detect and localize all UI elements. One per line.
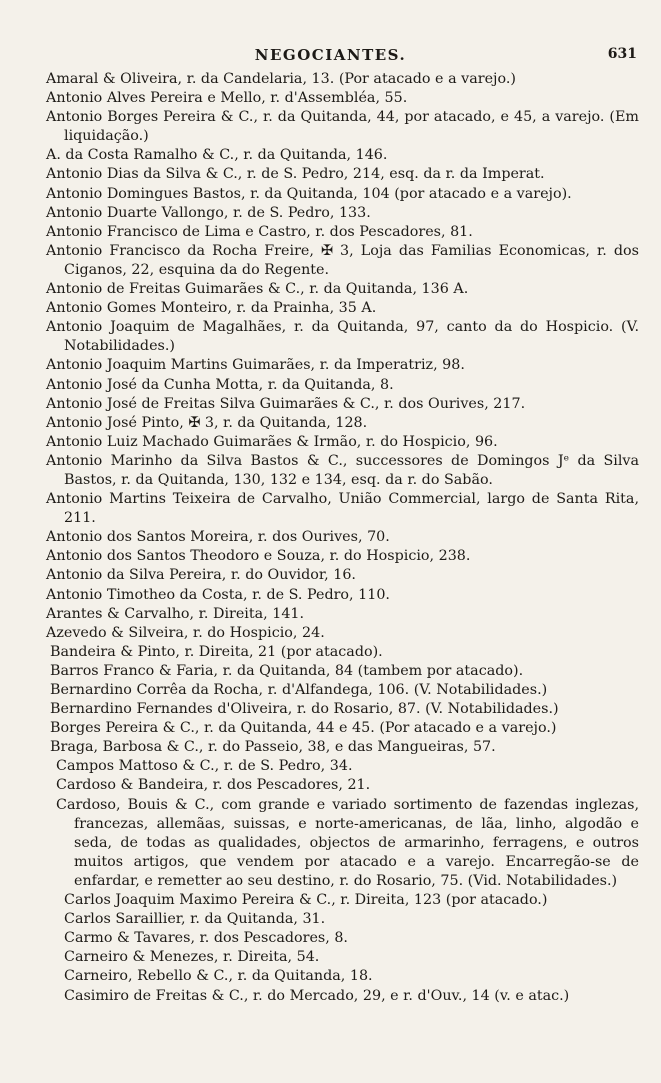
page-header [0,46,661,68]
list-item: Antonio dos Santos Moreira, r. dos Ourives, 70. [46,529,390,546]
list-item: Antonio Alves Pereira e Mello, r. d'Assembléa, 55. [46,90,408,107]
list-item: Antonio Joaquim Martins Guimarães, r. da Imperatriz, 98. [46,357,465,374]
list-item: Campos Mattoso & C., r. de S. Pedro, 34. [56,758,353,775]
list-item: Bandeira & Pinto, r. Direita, 21 (por atacado). [50,643,383,660]
list-item: Cardoso & Bandeira, r. dos Pescadores, 21. [56,777,371,794]
list-item: Bernardino Fernandes d'Oliveira, r. do Rosario, 87. (V. Notabilidades.) [50,701,559,718]
list-item: Carneiro & Menezes, r. Direita, 54. [64,949,320,966]
list-item: Casimiro de Freitas & C., r. do Mercado, 29, e r. d'Ouv., 14 (v. e atac.) [64,987,570,1004]
list-item: Antonio Borges Pereira & C., r. da Quitanda, 44, por atacado, e 45, a varejo. (Em liquidação.) [46,109,639,145]
list-item: Antonio Duarte Vallongo, r. de S. Pedro, 133. [46,204,371,221]
list-item: Antonio dos Santos Theodoro e Souza, r. do Hospicio, 238. [46,548,471,565]
merchant-list [46,70,639,1006]
section-title: NEGOCIANTES. [254,46,407,64]
list-item: Antonio Dias da Silva & C., r. de S. Pedro, 214, esq. da r. da Imperat. [46,166,545,183]
list-item: Azevedo & Silveira, r. do Hospicio, 24. [46,624,325,641]
list-item: Antonio Luiz Machado Guimarães & Irmão, r. do Hospicio, 96. [46,433,498,450]
list-item: Antonio Joaquim de Magalhães, r. da Quitanda, 97, canto da do Hospicio. (V. Notabilidades.) [46,319,639,355]
list-item: Antonio da Silva Pereira, r. do Ouvidor, 16. [46,567,356,584]
page-number: 631 [607,46,637,62]
list-item: Cardoso, Bouis & C., com grande e variado sortimento de fazendas inglezas, francezas, allemãas, suissas, e norte-americanas, de lãa, linho, algodão e seda, de todas as qualidades, objectos de armarinho, ferragens, e outros muitos artigos, que vendem por atacado e a varejo. Encarregão-se de enfardar, e remetter ao seu destino, r. do Rosario, 75. (Vid. Notabilidades.) [56,796,639,889]
list-item: Antonio Martins Teixeira de Carvalho, União Commercial, largo de Santa Rita, 211. [46,491,639,527]
list-item: Carlos Saraillier, r. da Quitanda, 31. [64,911,326,928]
list-item: Antonio Marinho da Silva Bastos & C., successores de Domingos Jᵉ da Silva Bastos, r. da Quitanda, 130, 132 e 134, esq. da r. do Sabão. [46,452,639,488]
list-item: Barros Franco & Faria, r. da Quitanda, 84 (tambem por atacado). [50,662,524,679]
list-item: Antonio Francisco de Lima e Castro, r. dos Pescadores, 81. [46,223,473,240]
list-item: Arantes & Carvalho, r. Direita, 141. [46,605,305,622]
list-item: Carneiro, Rebello & C., r. da Quitanda, 18. [64,968,373,985]
list-item: Antonio Timotheo da Costa, r. de S. Pedro, 110. [46,586,390,603]
list-item: Bernardino Corrêa da Rocha, r. d'Alfandega, 106. (V. Notabilidades.) [50,682,548,698]
list-item: Antonio Francisco da Rocha Freire, ✠ 3, Loja das Familias Economicas, r. dos Ciganos, 22, esquina da do Regente. [46,242,639,278]
list-item: Borges Pereira & C., r. da Quitanda, 44 e 45. (Por atacado e a varejo.) [50,720,557,737]
list-item: Antonio José Pinto, ✠ 3, r. da Quitanda, 128. [46,414,368,431]
list-item: Antonio José de Freitas Silva Guimarães & C., r. dos Ourives, 217. [46,395,526,412]
list-item: Carmo & Tavares, r. dos Pescadores, 8. [64,930,348,947]
list-item: Antonio Domingues Bastos, r. da Quitanda, 104 (por atacado e a varejo). [46,185,572,202]
list-item: Antonio de Freitas Guimarães & C., r. da Quitanda, 136 A. [46,281,469,298]
list-item: Antonio Gomes Monteiro, r. da Prainha, 35 A. [46,300,377,317]
list-item: Carlos Joaquim Maximo Pereira & C., r. Direita, 123 (por atacado.) [64,892,548,909]
list-item: Amaral & Oliveira, r. da Candelaria, 13. (Por atacado e a varejo.) [46,71,516,87]
list-item: Braga, Barbosa & C., r. do Passeio, 38, e das Mangueiras, 57. [50,739,496,756]
list-item: A. da Costa Ramalho & C., r. da Quitanda, 146. [46,147,388,164]
list-item: Antonio José da Cunha Motta, r. da Quitanda, 8. [46,376,394,393]
